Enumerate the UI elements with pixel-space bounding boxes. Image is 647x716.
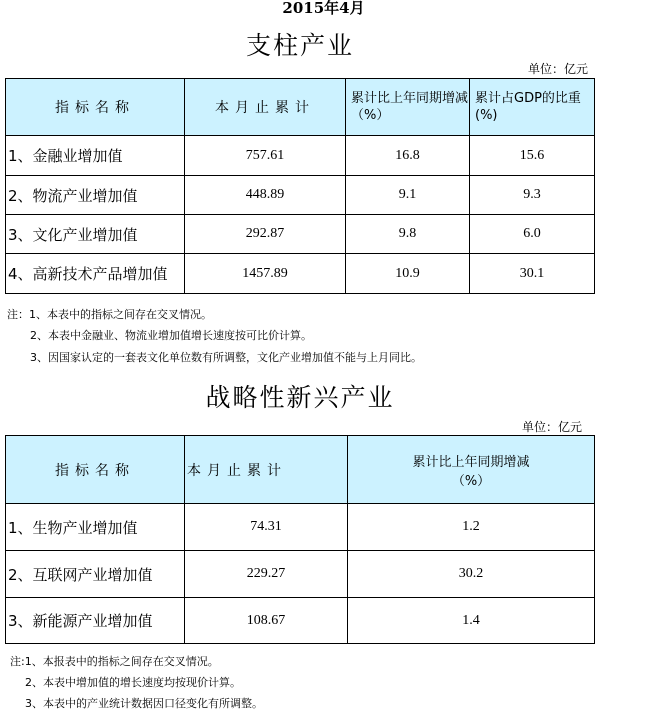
table-row bbox=[6, 254, 595, 294]
row-cumulative: 757.61 bbox=[185, 136, 346, 176]
row-name: 2、物流产业增加值 bbox=[6, 176, 185, 215]
section2-note-3: 3、本表中的产业统计数据因口径变化有所调整。 bbox=[25, 697, 263, 710]
table-row bbox=[6, 215, 595, 254]
row-cumulative: 229.27 bbox=[185, 551, 348, 598]
row-yoy: 9.1 bbox=[346, 176, 470, 215]
section1-note-2: 2、本表中金融业、物流业增加值增长速度按可比价计算。 bbox=[30, 329, 312, 342]
row-gdp-share: 30.1 bbox=[470, 254, 595, 294]
section2-table bbox=[5, 435, 595, 644]
section2-title: 战略性新兴产业 bbox=[205, 383, 395, 412]
row-cumulative: 292.87 bbox=[185, 215, 346, 254]
header-yoy-change: 累计比上年同期增减（%） bbox=[348, 436, 595, 504]
table-header-row bbox=[6, 79, 595, 136]
row-name: 2、互联网产业增加值 bbox=[6, 551, 185, 598]
row-name: 3、新能源产业增加值 bbox=[6, 598, 185, 644]
row-gdp-share: 15.6 bbox=[470, 136, 595, 176]
row-name: 1、金融业增加值 bbox=[6, 136, 185, 176]
report-date: 2015年4月 bbox=[282, 0, 365, 17]
table-row bbox=[6, 504, 595, 551]
row-cumulative: 108.67 bbox=[185, 598, 348, 644]
section2-note-2: 2、本表中增加值的增长速度均按现价计算。 bbox=[25, 676, 241, 689]
row-cumulative: 1457.89 bbox=[185, 254, 346, 294]
section1-table bbox=[5, 78, 595, 294]
table-row bbox=[6, 176, 595, 215]
section1-note-1: 注：1、本表中的指标之间存在交叉情况。 bbox=[7, 308, 212, 321]
row-cumulative: 448.89 bbox=[185, 176, 346, 215]
row-gdp-share: 9.3 bbox=[470, 176, 595, 215]
row-yoy: 10.9 bbox=[346, 254, 470, 294]
row-name: 1、生物产业增加值 bbox=[6, 504, 185, 551]
header-gdp-share: 累计占GDP的比重(%) bbox=[470, 79, 595, 136]
table-row bbox=[6, 598, 595, 644]
row-gdp-share: 6.0 bbox=[470, 215, 595, 254]
row-yoy: 30.2 bbox=[348, 551, 595, 598]
header-cumulative: 本月止累计 bbox=[185, 79, 346, 136]
section1-title: 支柱产业 bbox=[245, 31, 354, 60]
section2-note-1: 注:1、本报表中的指标之间存在交叉情况。 bbox=[10, 655, 219, 668]
header-indicator-name: 指标名称 bbox=[6, 79, 185, 136]
row-name: 3、文化产业增加值 bbox=[6, 215, 185, 254]
table-header-row bbox=[6, 436, 595, 504]
row-name: 4、高新技术产品增加值 bbox=[6, 254, 185, 294]
row-cumulative: 74.31 bbox=[185, 504, 348, 551]
row-yoy: 16.8 bbox=[346, 136, 470, 176]
row-yoy: 1.4 bbox=[348, 598, 595, 644]
section1-note-3: 3、因国家认定的一套表文化单位数有所调整，文化产业增加值不能与上月同比。 bbox=[30, 351, 422, 364]
table-row bbox=[6, 551, 595, 598]
row-yoy: 1.2 bbox=[348, 504, 595, 551]
section1-unit: 单位：亿元 bbox=[528, 62, 589, 76]
header-cumulative: 本月止累计 bbox=[185, 436, 348, 504]
section2-unit: 单位：亿元 bbox=[522, 420, 583, 434]
header-indicator-name: 指标名称 bbox=[6, 436, 185, 504]
header-yoy-change: 累计比上年同期增减（%） bbox=[346, 79, 470, 136]
row-yoy: 9.8 bbox=[346, 215, 470, 254]
table-row bbox=[6, 136, 595, 176]
